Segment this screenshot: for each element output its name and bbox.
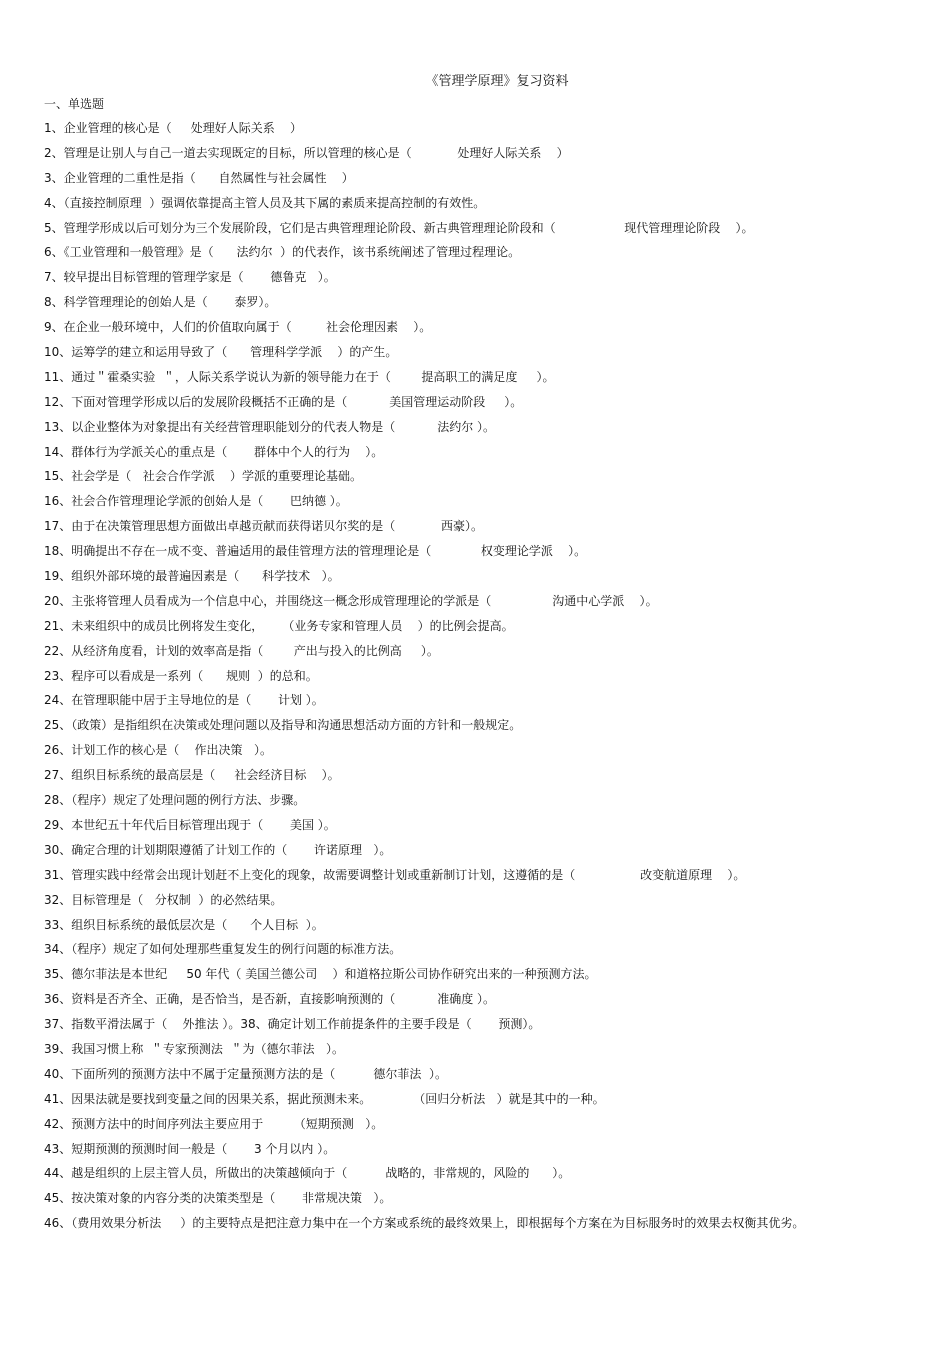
question-item: 37、指数平滑法属于（ 外推法 ）。38、确定计划工作前提条件的主要手段是（ 预测）。	[44, 1017, 541, 1032]
question-list	[44, 120, 910, 1231]
question-item: 10、运筹学的建立和运用导致了（ 管理科学学派 ）的产生。	[44, 345, 398, 360]
question-item: 23、程序可以看成是一系列（ 规则 ）的总和。	[44, 668, 318, 683]
document-title: 《管理学原理》复习资料	[425, 74, 569, 89]
question-item: 28、（程序）规定了处理问题的例行方法、步骤。	[44, 793, 306, 808]
question-item: 43、短期预测的预测时间一般是（ 3 个月以内 ）。	[44, 1141, 336, 1156]
question-item: 11、通过＂霍桑实验 ＂，人际关系学说认为新的领导能力在于（ 提高职工的满足度 ）。	[44, 369, 555, 384]
question-item: 12、下面对管理学形成以后的发展阶段概括不正确的是（ 美国管理运动阶段 ）。	[44, 394, 523, 409]
question-item: 17、由于在决策管理思想方面做出卓越贡献而获得诺贝尔奖的是（ 西豪）。	[44, 519, 484, 534]
question-item: 13、以企业整体为对象提出有关经营管理职能划分的代表人物是（ 法约尔 ）。	[44, 419, 496, 434]
question-item: 16、社会合作管理理论学派的创始人是（ 巴纳德 ）。	[44, 494, 348, 509]
question-item: 3、企业管理的二重性是指（ 自然属性与社会属性 ）	[44, 170, 354, 185]
question-item: 14、群体行为学派关心的重点是（ 群体中个人的行为 ）。	[44, 444, 384, 459]
question-item: 39、我国习惯上称 ＂专家预测法 ＂为（德尔菲法 ）。	[44, 1041, 344, 1056]
question-item: 15、社会学是（ 社会合作学派 ）学派的重要理论基础。	[44, 469, 362, 484]
question-item: 44、越是组织的上层主管人员，所做出的决策越倾向于（ 战略的，非常规的，风险的 ）。	[44, 1166, 571, 1181]
question-item: 46、（费用效果分析法 ）的主要特点是把注意力集中在一个方案或系统的最终效果上，即根据每个方案在为目标服务时的效果去权衡其优劣。	[44, 1216, 805, 1231]
question-item: 25、（政策）是指组织在决策或处理问题以及指导和沟通思想活动方面的方针和一般规定。	[44, 718, 522, 733]
question-item: 24、在管理职能中居于主导地位的是（ 计划 ）。	[44, 693, 324, 708]
section-heading: 一、单选题	[44, 97, 105, 111]
question-item: 5、管理学形成以后可划分为三个发展阶段，它们是古典管理理论阶段、新古典管理理论阶段和（ 现代管理理论阶段 ）。	[44, 220, 754, 235]
question-item: 21、未来组织中的成员比例将发生变化， （业务专家和管理人员 ）的比例会提高。	[44, 618, 514, 633]
question-item: 32、目标管理是（ 分权制 ）的必然结果。	[44, 892, 283, 907]
question-item: 36、资料是否齐全、正确，是否恰当，是否新，直接影响预测的（ 准确度 ）。	[44, 992, 496, 1007]
question-item: 7、较早提出目标管理的管理学家是（ 德鲁克 ）。	[44, 270, 336, 285]
question-item: 8、科学管理理论的创始人是（ 泰罗）。	[44, 295, 277, 310]
question-item: 42、预测方法中的时间序列法主要应用于 （短期预测 ）。	[44, 1116, 384, 1131]
question-item: 6、《工业管理和一般管理》是（ 法约尔 ）的代表作，该书系统阐述了管理过程理论。	[44, 245, 521, 260]
question-item: 1、企业管理的核心是（ 处理好人际关系 ）	[44, 121, 302, 135]
question-item: 4、（直接控制原理 ）强调依靠提高主管人员及其下属的素质来提高控制的有效性。	[44, 195, 486, 210]
question-item: 33、组织目标系统的最低层次是（ 个人目标 ）。	[44, 917, 324, 932]
question-item: 41、因果法就是要找到变量之间的因果关系，据此预测未来。 （回归分析法 ）就是其中的一种。	[44, 1091, 605, 1106]
question-item: 2、管理是让别人与自己一道去实现既定的目标，所以管理的核心是（ 处理好人际关系 ）	[44, 145, 569, 160]
question-item: 45、按决策对象的内容分类的决策类型是（ 非常规决策 ）。	[44, 1191, 392, 1206]
question-item: 19、组织外部环境的最普遍因素是（ 科学技术 ）。	[44, 569, 340, 584]
question-item: 22、从经济角度看，计划的效率高是指（ 产出与投入的比例高 ）。	[44, 643, 439, 658]
question-item: 31、管理实践中经常会出现计划赶不上变化的现象，故需要调整计划或重新制订计划，这遵循的是（ 改变航道原理 ）。	[44, 867, 746, 882]
question-item: 29、本世纪五十年代后目标管理出现于（ 美国 ）。	[44, 817, 336, 832]
question-item: 40、下面所列的预测方法中不属于定量预测方法的是（ 德尔菲法 ）。	[44, 1066, 448, 1081]
question-item: 30、确定合理的计划期限遵循了计划工作的（ 许诺原理 ）。	[44, 842, 392, 857]
question-item: 20、主张将管理人员看成为一个信息中心，并围绕这一概念形成管理理论的学派是（ 沟通中心学派 ）。	[44, 593, 658, 608]
question-item: 18、明确提出不存在一成不变、普遍适用的最佳管理方法的管理理论是（ 权变理论学派 ）。	[44, 544, 587, 559]
question-item: 35、德尔菲法是本世纪 50 年代（ 美国兰德公司 ）和道格拉斯公司协作研究出来的一种预测方法。	[44, 967, 597, 982]
question-item: 34、（程序）规定了如何处理那些重复发生的例行问题的标准方法。	[44, 942, 402, 957]
question-item: 9、在企业一般环境中，人们的价值取向属于（ 社会伦理因素 ）。	[44, 320, 432, 335]
question-item: 27、组织目标系统的最高层是（ 社会经济目标 ）。	[44, 768, 340, 783]
question-item: 26、计划工作的核心是（ 作出决策 ）。	[44, 743, 272, 758]
